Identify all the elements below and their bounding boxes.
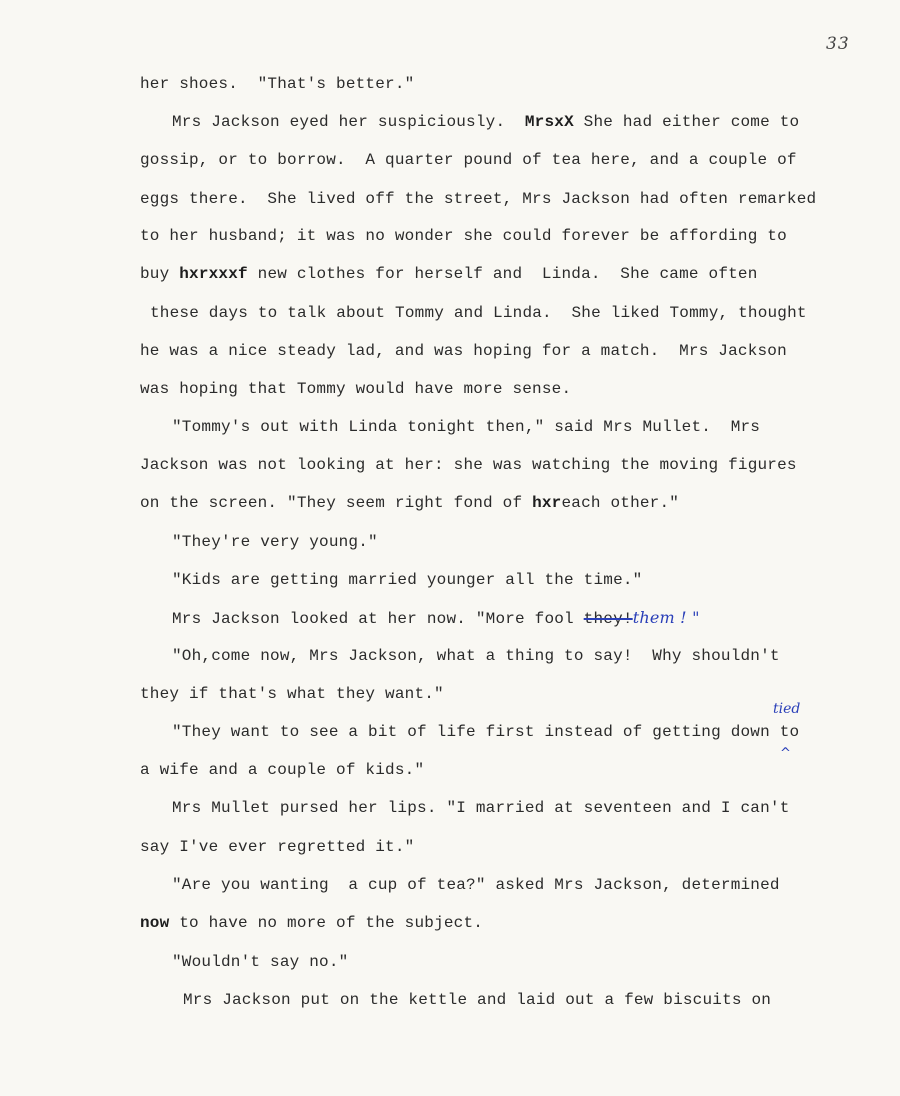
text-line-13: "They're very young." — [172, 533, 378, 551]
line-2-end: She had either come to — [573, 113, 800, 131]
text-line-10: "Tommy's out with Linda tonight then," said Mrs Mullet. Mrs — [172, 418, 761, 436]
text-line-3: gossip, or to borrow. A quarter pound of tea here, and a couple of — [140, 151, 797, 169]
struck-out-text: now — [140, 914, 170, 932]
text-line-25: Mrs Jackson put on the kettle and laid out a few biscuits on — [183, 991, 772, 1009]
struck-out-text: MrsxX — [524, 113, 574, 131]
line-23-end: to have no more of the subject. — [169, 914, 484, 932]
line-2-start: Mrs Jackson eyed her suspiciously. — [172, 113, 525, 131]
text-line-9: was hoping that Tommy would have more sense. — [140, 380, 572, 398]
text-line-24: "Wouldn't say no." — [172, 953, 349, 971]
text-line-22: "Are you wanting a cup of tea?" asked Mrs Jackson, determined — [172, 876, 780, 894]
text-line-23 — [140, 913, 483, 933]
text-line-15 — [172, 608, 700, 629]
text-line-20: Mrs Mullet pursed her lips. "I married at seventeen and I can't — [172, 799, 790, 817]
handwritten-insertion: tied — [773, 701, 801, 717]
text-line-11: Jackson was not looking at her: she was watching the moving figures — [140, 456, 797, 474]
text-line-2 — [172, 112, 799, 132]
text-line-6 — [140, 264, 758, 284]
line-12-end: each other." — [561, 494, 680, 512]
handwritten-correction: them ! " — [632, 608, 700, 627]
line-15-start: Mrs Jackson looked at her now. "More fool — [172, 610, 584, 628]
text-line-5: to her husband; it was no wonder she could forever be affording to — [140, 227, 787, 245]
struck-out-text: hxr — [532, 494, 562, 512]
line-6-end: new clothes for herself and Linda. She came often — [247, 265, 758, 283]
text-line-21: say I've ever regretted it." — [140, 838, 415, 856]
text-line-12 — [140, 493, 679, 513]
text-line-7: these days to talk about Tommy and Linda. She liked Tommy, thought — [150, 304, 807, 322]
text-line-4: eggs there. She lived off the street, Mrs Jackson had often remarked — [140, 190, 817, 208]
text-line-8: he was a nice steady lad, and was hoping for a match. Mrs Jackson — [140, 342, 787, 360]
text-line-19: a wife and a couple of kids." — [140, 761, 425, 779]
insertion-caret-icon: ^ — [780, 746, 791, 761]
page-number: 33 — [826, 34, 850, 54]
text-line-1: her shoes. "That's better." — [140, 75, 415, 93]
text-line-14: "Kids are getting married younger all the time." — [172, 571, 643, 589]
line-12-start: on the screen. "They seem right fond of — [140, 494, 533, 512]
text-line-17: they if that's what they want." — [140, 685, 444, 703]
text-line-16: "Oh,come now, Mrs Jackson, what a thing to say! Why shouldn't — [172, 647, 780, 665]
ink-struck-text: they! — [583, 610, 633, 628]
line-6-start: buy — [140, 265, 180, 283]
struck-out-text: hxrxxxf — [179, 265, 248, 283]
text-line-18: "They want to see a bit of life first instead of getting down to — [172, 723, 800, 741]
